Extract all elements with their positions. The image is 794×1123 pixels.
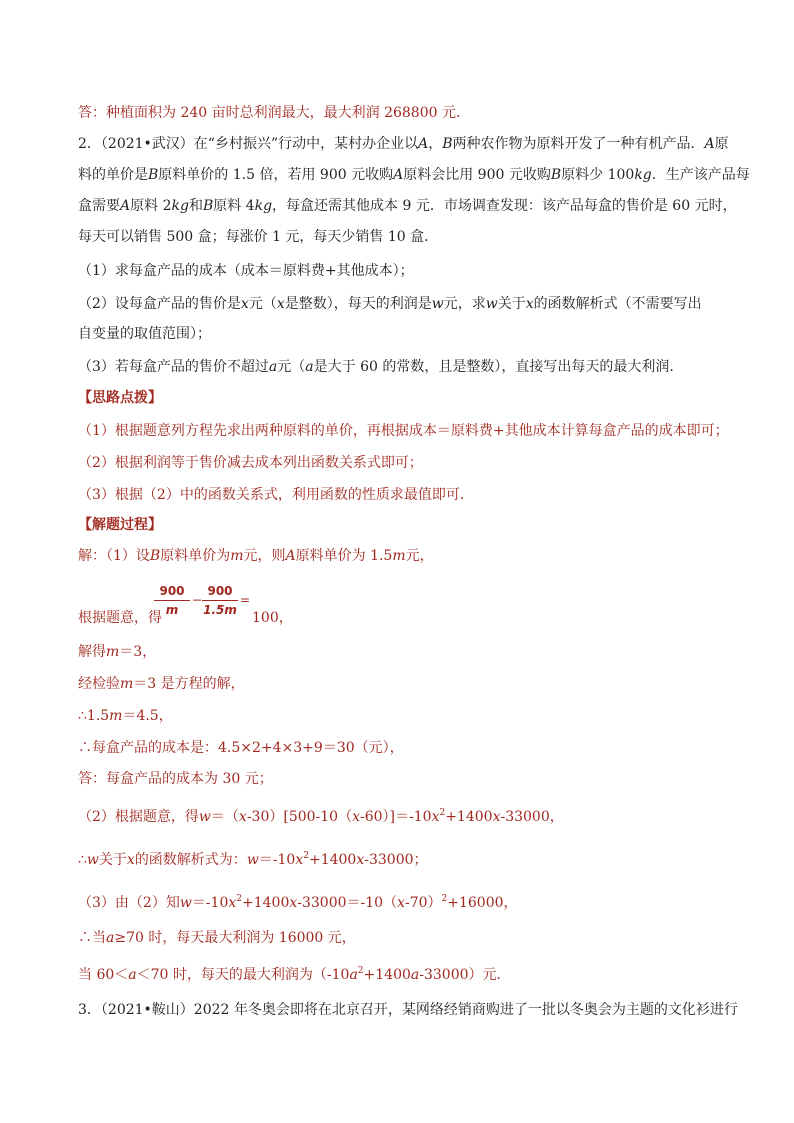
solution-line-cost: ∴每盒产品的成本是：4.5×2+4×3+9＝30（元）， bbox=[78, 740, 404, 756]
hint-1: （1）根据题意列方程先求出两种原料的单价，再根据成本＝原料费+其他成本计算每盒产品的成本即可； bbox=[78, 423, 729, 439]
question-2-line-2: 自变量的取值范围）； bbox=[78, 326, 211, 342]
solution-part-2: （2）根据题意，得$w=(x-30)[500-10(x-60)]=-10x^2+1400x-33000$， bbox=[78, 808, 564, 825]
problem-2-line-1: 2．（2021•武汉）在“乡村振兴”行动中，某村办企业以A，B两种农作物为原料开发了一种有机产品．A原 bbox=[78, 136, 729, 152]
solution-answer-1: 答：每盒产品的成本为 30 元； bbox=[78, 771, 273, 787]
solution-part-3-case-1: ∴当a≥70 时，每天最大利润为 16000 元， bbox=[78, 930, 356, 946]
hint-3: （3）根据（2）中的函数关系式，利用函数的性质求最值即可． bbox=[78, 487, 474, 503]
fraction-bar bbox=[154, 600, 190, 601]
solution-line-solve: 解得m＝3， bbox=[78, 644, 157, 660]
fraction-bar bbox=[202, 600, 238, 601]
solution-line-a-price: ∴1.5m＝4.5， bbox=[78, 708, 173, 724]
problem-2-line-2: 料的单价是B原料单价的 1.5 倍，若用 900 元收购A原料会比用 900 元收购B原料少 100kg．生产该产品每 bbox=[78, 167, 750, 183]
previous-answer-line: 答：种植面积为 240 亩时总利润最大，最大利润 268800 元． bbox=[78, 105, 470, 121]
question-3: （3）若每盒产品的售价不超过a元（a是大于 60 的常数，且是整数），直接写出每天的最大利润． bbox=[78, 359, 684, 375]
hint-heading: 【思路点拨】 bbox=[78, 390, 162, 406]
fraction-1: 900 m bbox=[154, 583, 190, 618]
solution-part-3: （3）由（2）知$w=-10x^2+1400x-33000=-10(x-70)^2+16000$， bbox=[78, 894, 518, 911]
problem-3-line-1: 3．（2021•鞍山）2022 年冬奥会即将在北京召开，某网络经销商购进了一批以冬奥会为主题的文化衫进行 bbox=[78, 1002, 738, 1018]
solution-line-1: 解：（1）设B原料单价为m元，则A原料单价为 1.5m元， bbox=[78, 548, 434, 564]
solution-heading: 【解题过程】 bbox=[78, 517, 162, 533]
minus-sign: − bbox=[192, 593, 203, 607]
question-1: （1）求每盒产品的成本（成本＝原料费+其他成本）； bbox=[78, 263, 414, 279]
solution-line-check: 经检验m＝3 是方程的解， bbox=[78, 676, 245, 692]
solution-part-2-result: ∴w关于x的函数解析式为：$w=-10x^2+1400x-33000$； bbox=[78, 851, 428, 868]
problem-2-line-4: 每天可以销售 500 盒；每涨价 1 元，每天少销售 10 盒． bbox=[78, 229, 439, 245]
equation-line: 根据题意，得 100， bbox=[78, 610, 293, 626]
problem-2-line-3: 盒需要A原料 2kg和B原料 4kg，每盒还需其他成本 9 元．市场调查发现：该产品每盒的售价是 60 元时， bbox=[78, 198, 737, 214]
hint-2: （2）根据利润等于售价减去成本列出函数关系式即可； bbox=[78, 455, 423, 471]
question-2-line-1: （2）设每盒产品的售价是x元（x是整数），每天的利润是w元，求w关于x的函数解析式（不需要写出 bbox=[78, 296, 702, 312]
equals-sign: = bbox=[240, 593, 251, 607]
solution-part-3-case-2: 当 60＜a＜70 时，每天的最大利润为$(-10a^2+1400a-33000)$元． bbox=[78, 966, 511, 983]
fraction-2: 900 1.5m bbox=[203, 584, 237, 617]
